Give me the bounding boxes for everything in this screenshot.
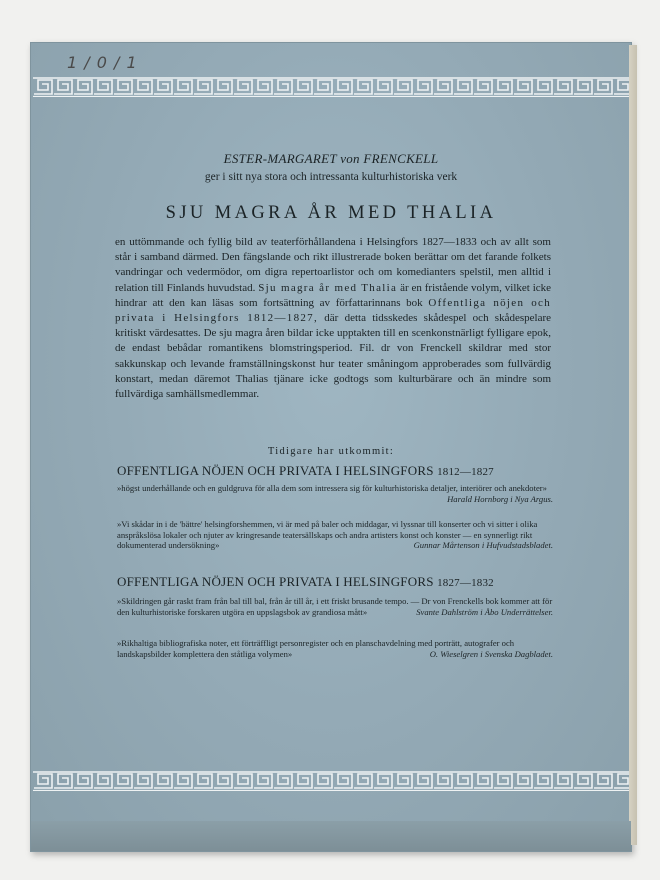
review-quote xyxy=(117,483,553,504)
earlier-book-title-2-text: OFFENTLIGA NÖJEN OCH PRIVATA I HELSINGFORS xyxy=(117,574,434,589)
book-title: SJU MAGRA ÅR MED THALIA xyxy=(165,203,497,223)
review-quote-text: »Rikhaltiga bibliografiska noter, ett förträffligt personregister och en planschavdelning med porträtt, autografer och landskapsbilder komplettera den ståtliga volymen» xyxy=(117,638,515,659)
handwritten-note: 1 / 0 / 1 xyxy=(67,53,138,72)
description-paragraph xyxy=(115,235,551,402)
review-quote xyxy=(117,596,553,617)
description-part-1: en uttömmande och fyllig bild av teaterförhållandena i Helsingfors 1827—1833 och av allt som står i samband därmed. Den fängslande och rikt illustrerade boken berättar om det farande folkets vandringar och vedermödor, om digra repertoarlistor och om komedianters spelstil, men alltid i relation till Finlands huvudstad. xyxy=(115,236,551,294)
review-quote-text: »högst underhållande och en guldgruva för alla dem som intressera sig för kulturhistoriska detaljer, interiörer och anekdoter» xyxy=(117,483,547,493)
review-source: O. Wieselgren i Svenska Dagbladet. xyxy=(429,648,553,659)
earlier-heading: Tidigare har utkommit: xyxy=(267,446,395,457)
review-source: Gunnar Mårtenson i Hufvudstadsbladet. xyxy=(413,540,553,551)
earlier-book-title-1 xyxy=(117,463,557,479)
title-reference-1: Sju magra år med Thalia xyxy=(258,281,398,294)
earlier-book-years-2: 1827—1832 xyxy=(437,577,494,589)
review-quote xyxy=(117,638,553,659)
review-quote xyxy=(117,519,553,551)
book-back-cover xyxy=(30,42,632,852)
review-source: Svante Dahlström i Åbo Underrättelser. xyxy=(416,606,553,617)
earlier-book-title-2 xyxy=(117,574,557,590)
description-part-2: är en fristående volym, vilket icke hindrar att den kan läsas som fortsättning av författarinnans bok xyxy=(115,281,552,309)
cover-text xyxy=(31,43,631,851)
review-quote-text: »Skildringen går raskt fram från bal till bal, från år till år, i ett friskt brusande tempo. — Dr von Frenckells bok kommer att för den kulturhistoriske forskaren utgöra en uppslagsbok av grandiosa mått» xyxy=(117,596,553,617)
author-name: ESTER-MARGARET von FRENCKELL xyxy=(223,151,439,166)
review-source: Harald Hornborg i Nya Argus. xyxy=(447,493,553,504)
earlier-book-title-1-text: OFFENTLIGA NÖJEN OCH PRIVATA I HELSINGFORS xyxy=(117,463,434,478)
intro-line: ger i sitt nya stora och intressanta kulturhistoriska verk xyxy=(204,171,458,183)
review-quote-text: »Vi skådar in i de 'bättre' helsingforshemmen, vi är med på baler och middagar, vi lyssnar till konserter och vi sitter i olika anspråkslösa lokaler och njuter av kringresande teatersällskaps och andra artisters konst och konster — en synnerligt rikt dokumenterad undersökning» xyxy=(117,519,538,551)
earlier-book-years-1: 1812—1827 xyxy=(437,466,494,478)
title-reference-2: Offentliga nöjen och privata i Helsingfors 1812—1827, xyxy=(115,296,552,325)
description-part-3: där detta tidsskedes skådespel och skådespelare kritiskt värdesattes. De sju magra åren bildar icke upptakten till en scenkonstnärligt fylligare epok, de endast bebådar romantikens blomstringsperiod. Fil. dr von Frenckell skildrar med stor sakkunskap och levande framställningskonst hur teater småningom approberades som fullvärdig konstart, medan däremot Thalias tjänare icke godtogs som kulturbärare och än mindre som fullvärdiga samhällsmedlemmar. xyxy=(115,312,552,401)
